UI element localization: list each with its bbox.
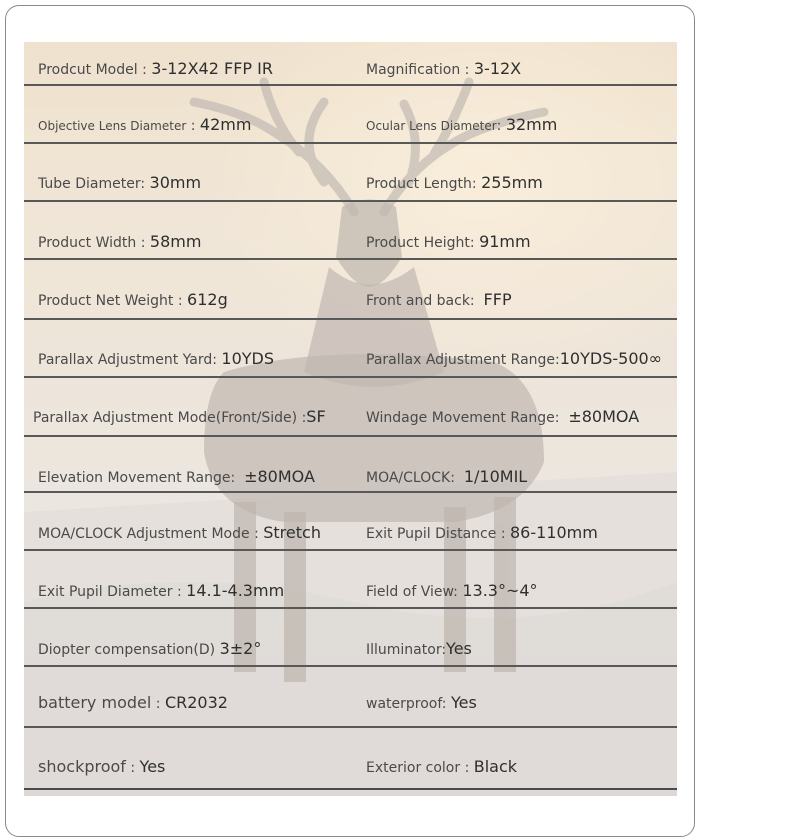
spec-row <box>24 726 677 790</box>
spec-separator: : <box>441 642 447 658</box>
spec-label: Tube Diameter <box>38 176 141 192</box>
spec-label: Prodcut Model <box>38 62 138 78</box>
spec-label: MOA/CLOCK Adjustment Mode <box>38 526 250 542</box>
spec-right-cell <box>366 759 517 775</box>
spec-left-cell <box>38 695 228 711</box>
spec-separator: : <box>151 696 165 712</box>
spec-row <box>24 665 677 728</box>
spec-right-cell <box>366 469 527 485</box>
spec-value: Yes <box>450 693 477 712</box>
spec-row <box>24 549 677 609</box>
spec-label: Ocular Lens Diameter <box>366 119 497 133</box>
spec-label: Product Width <box>38 235 137 251</box>
spec-label: Diopter compensation(D) <box>38 642 216 658</box>
spec-value: 612g <box>187 290 228 309</box>
spec-label: Product Net Weight <box>38 293 174 309</box>
spec-value: 3±2° <box>219 639 262 658</box>
spec-value: CR2032 <box>164 693 228 712</box>
spec-label: Parallax Adjustment Mode(Front/Side) <box>33 410 298 426</box>
spec-label: Product Height <box>366 235 470 251</box>
spec-row <box>24 200 677 260</box>
spec-value: 86-110mm <box>510 523 598 542</box>
spec-value: 3-12X <box>473 59 522 78</box>
spec-separator: : <box>172 584 187 600</box>
spec-left-cell <box>38 61 273 77</box>
spec-left-cell <box>38 175 201 191</box>
spec-separator: : <box>230 470 245 486</box>
spec-separator: : <box>297 410 307 426</box>
spec-separator: : <box>186 118 200 134</box>
spec-value: 30mm <box>149 173 202 192</box>
spec-value: Stretch <box>263 523 321 542</box>
spec-label: Exterior color <box>366 760 461 776</box>
spec-left-cell <box>38 351 274 367</box>
spec-row <box>24 142 677 202</box>
spec-value: 32mm <box>505 115 558 134</box>
spec-right-cell <box>366 409 639 425</box>
spec-separator: : <box>460 62 474 78</box>
spec-value: Yes <box>446 639 472 658</box>
spec-row <box>24 84 677 144</box>
spec-separator: : <box>460 760 474 776</box>
spec-label: Elevation Movement Range <box>38 470 231 486</box>
spec-separator: : <box>137 62 152 78</box>
spec-separator: : <box>469 235 480 251</box>
spec-label: Field of View <box>366 584 454 600</box>
spec-separator: : <box>249 526 264 542</box>
spec-label: Magnification <box>366 62 461 78</box>
spec-row <box>24 491 677 551</box>
spec-value: 1/10MIL <box>463 467 528 486</box>
spec-right-cell <box>366 641 472 657</box>
spec-right-cell <box>366 695 477 711</box>
spec-label: Objective Lens Diameter <box>38 119 187 133</box>
spec-left-cell <box>38 641 261 657</box>
spec-left-cell <box>38 117 251 133</box>
spec-right-cell <box>366 175 543 191</box>
spec-label: Illuminator <box>366 642 442 658</box>
spec-separator: : <box>441 696 451 712</box>
spec-row <box>24 607 677 667</box>
spec-value: 255mm <box>481 173 543 192</box>
spec-value: ±80MOA <box>244 467 315 486</box>
spec-label: Parallax Adjustment Yard <box>38 352 213 368</box>
spec-left-cell <box>38 469 315 485</box>
spec-label: waterproof <box>366 696 442 712</box>
spec-right-cell <box>366 583 538 599</box>
spec-value: 58mm <box>149 232 202 251</box>
spec-left-cell <box>38 759 165 775</box>
spec-label: shockproof <box>38 757 126 776</box>
spec-label: Front and back <box>366 293 470 309</box>
spec-right-cell <box>366 117 557 133</box>
spec-right-cell <box>366 61 521 77</box>
spec-separator: : <box>469 293 484 309</box>
spec-left-cell <box>38 525 321 541</box>
spec-separator: : <box>453 584 463 600</box>
spec-value: FFP <box>483 290 512 309</box>
spec-separator: : <box>140 176 150 192</box>
spec-left-cell <box>38 583 284 599</box>
spec-separator: : <box>212 352 222 368</box>
spec-separator: : <box>496 526 510 542</box>
spec-value: 3-12X42 FFP IR <box>151 59 273 78</box>
spec-right-cell <box>366 525 598 541</box>
spec-label: battery model <box>38 693 152 712</box>
spec-separator: : <box>450 470 464 486</box>
spec-value: Yes <box>139 757 166 776</box>
spec-value: SF <box>306 407 326 426</box>
spec-separator: : <box>136 235 150 251</box>
spec-label: Parallax Adjustment Range <box>366 352 556 368</box>
spec-label: MOA/CLOCK <box>366 470 451 486</box>
spec-row <box>24 42 677 86</box>
spec-value: Black <box>473 757 518 776</box>
spec-left-cell <box>33 409 326 425</box>
spec-separator: : <box>173 293 188 309</box>
spec-right-cell <box>366 234 531 250</box>
spec-row <box>24 435 677 493</box>
spec-separator: : <box>471 176 482 192</box>
spec-table <box>24 42 677 796</box>
spec-value: 91mm <box>479 232 531 251</box>
spec-left-cell <box>38 234 201 250</box>
spec-separator: : <box>125 760 140 776</box>
spec-value: 42mm <box>199 115 252 134</box>
spec-row <box>24 318 677 378</box>
spec-right-cell <box>366 292 512 308</box>
spec-row <box>24 376 677 437</box>
spec-label: Exit Pupil Distance <box>366 526 497 542</box>
spec-left-cell <box>38 292 228 308</box>
spec-value: 10YDS-500∞ <box>559 349 662 368</box>
spec-separator: : <box>554 410 569 426</box>
spec-row <box>24 258 677 320</box>
spec-value: 13.3°~4° <box>462 581 538 600</box>
spec-label: Exit Pupil Diameter <box>38 584 173 600</box>
spec-label: Product Length <box>366 176 472 192</box>
spec-separator: : <box>555 352 560 368</box>
spec-value: 10YDS <box>221 349 275 368</box>
spec-separator: : <box>496 118 506 134</box>
spec-label: Windage Movement Range <box>366 410 555 426</box>
spec-right-cell <box>366 351 662 367</box>
spec-value: ±80MOA <box>568 407 640 426</box>
spec-value: 14.1-4.3mm <box>186 581 285 600</box>
